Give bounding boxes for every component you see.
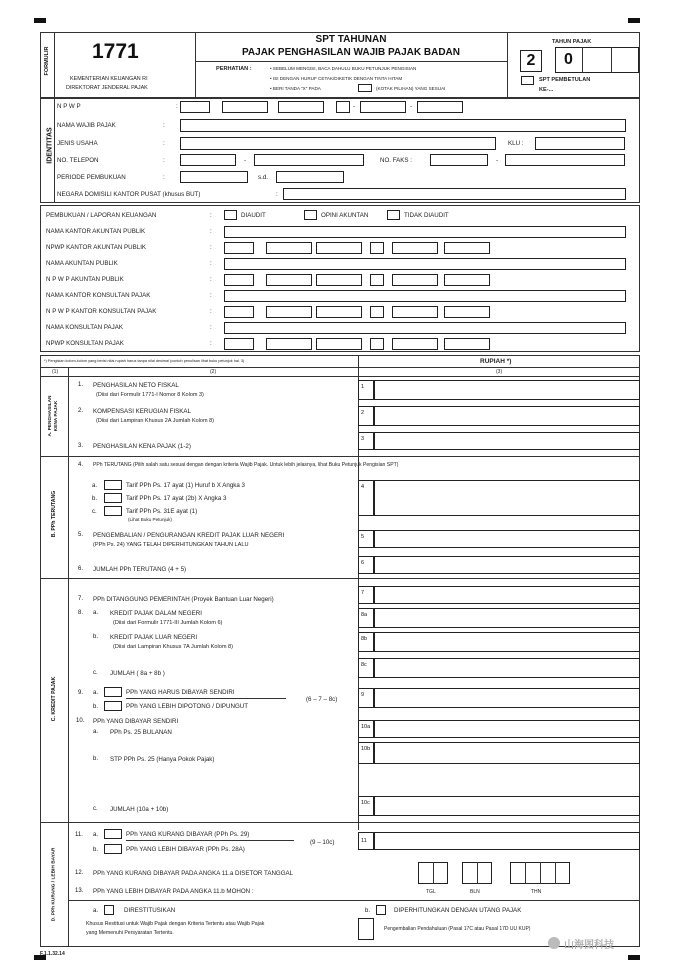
faks-area-field[interactable] [430, 154, 488, 166]
amount-field[interactable] [374, 406, 640, 426]
line-number-box: 8a [358, 608, 374, 628]
identitas-label: IDENTITAS [46, 127, 54, 164]
line-number-box: 7 [358, 586, 374, 604]
item-number: 9. [78, 690, 84, 696]
amount-field[interactable] [374, 586, 640, 604]
colon: : [163, 157, 165, 164]
faks-label: NO. FAKS : [380, 157, 412, 164]
item-9-formula: (6 – 7 – 8c) [306, 696, 338, 703]
periode-start-field[interactable] [180, 171, 248, 183]
akuntan-npwp-field[interactable] [370, 242, 384, 254]
colon: : [210, 228, 212, 235]
line-number-box: 10b [358, 742, 374, 764]
item-11-formula: (9 – 10c) [310, 839, 335, 846]
item-letter: c. [93, 670, 98, 676]
option-11a-checkbox[interactable] [104, 829, 122, 839]
akuntan-row-label: NPWP KANTOR AKUNTAN PUBLIK [46, 244, 147, 251]
npwp-field-1[interactable] [180, 101, 210, 113]
line-number-box: 3 [358, 432, 374, 450]
akuntan-npwp-field[interactable] [224, 306, 254, 318]
option-4b-checkbox[interactable] [104, 493, 122, 503]
registration-mark [628, 955, 640, 960]
form-footer-code: F.1.1.32.14 [40, 951, 65, 957]
colon: : [210, 308, 212, 315]
item-8b-sub: (Diisi dari Lampiran Khusus 7A Jumlah Kolom 8) [113, 644, 234, 650]
thn-label: THN [531, 889, 542, 895]
tgl-label: TGL [426, 889, 436, 895]
option-9a-checkbox[interactable] [104, 687, 122, 697]
item-number: 11. [75, 832, 83, 838]
periode-end-field[interactable] [276, 171, 344, 183]
section-c-label: C. KREDIT PAJAK [51, 676, 57, 722]
tidak-diaudit-checkbox[interactable] [387, 210, 400, 220]
akuntan-npwp-field[interactable] [444, 306, 490, 318]
line-number-box: 8c [358, 658, 374, 678]
akuntan-row-label: NAMA AKUNTAN PUBLIK [46, 260, 118, 267]
col-3-header: (3) [496, 369, 503, 375]
akuntan-row-label: NAMA KANTOR KONSULTAN PAJAK [46, 292, 151, 299]
akuntan-npwp-field[interactable] [316, 306, 362, 318]
akuntan-npwp-field[interactable] [392, 338, 438, 350]
pembetulan-ke: KE-... [539, 87, 554, 93]
item-letter: b. [365, 908, 371, 914]
akuntan-npwp-field[interactable] [266, 242, 312, 254]
item-letter: b. [93, 634, 99, 640]
item-13-label: PPh YANG LEBIH DIBAYAR PADA ANGKA 11.b MOHON : [93, 888, 254, 895]
form-code: 1771 [92, 40, 139, 63]
option-4c-sub: (Lihat Buku Petunjuk) [128, 517, 172, 522]
item-letter: b. [93, 756, 99, 762]
akuntan-npwp-field[interactable] [316, 338, 362, 350]
amount-field[interactable] [374, 556, 640, 574]
item-letter: a. [92, 483, 98, 489]
nama-label: NAMA WAJIB PAJAK [57, 122, 116, 129]
telepon-area-field[interactable] [180, 154, 236, 166]
npwp-field-5[interactable] [360, 101, 406, 113]
colon: : [276, 191, 278, 198]
colon: : [210, 212, 212, 219]
amount-field[interactable] [374, 632, 640, 652]
watermark-icon [548, 937, 560, 949]
item-letter: a. [93, 690, 99, 696]
colon: : [210, 340, 212, 347]
option-4b-label: Tarif PPh Ps. 17 ayat (2b) X Angka 3 [126, 495, 227, 502]
amount-field[interactable] [374, 720, 640, 738]
akuntan-npwp-field[interactable] [266, 274, 312, 286]
item-number: 1. [78, 382, 84, 388]
akuntan-npwp-field[interactable] [316, 274, 362, 286]
item-number: 12. [75, 870, 84, 876]
section-b-label: B. PPh TERUTANG [51, 490, 57, 538]
amount-field[interactable] [374, 480, 640, 516]
line-number-box: 5 [358, 530, 374, 548]
negara-field[interactable] [283, 188, 626, 200]
example-checkbox [358, 84, 372, 92]
rupiah-header: RUPIAH *) [480, 358, 512, 365]
klu-label: KLU : [508, 140, 524, 147]
akuntan-npwp-field[interactable] [444, 338, 490, 350]
line-number-box: 4 [358, 480, 374, 516]
npwp-field-2[interactable] [222, 101, 268, 113]
akuntan-row-label: NPWP KONSULTAN PAJAK [46, 340, 124, 347]
col-2-header: (2) [210, 369, 217, 375]
section-a-label: A. PENGHASILAN KENA PAJAK [48, 395, 59, 437]
item-letter: a. [93, 729, 99, 735]
line-number-box: 8b [358, 632, 374, 652]
colon: : [210, 292, 212, 299]
item-number: 10. [76, 718, 85, 724]
note-1: • SEBELUM MENGISI, BACA DAHULU BUKU PETUNJUK PENGISIAN [270, 66, 417, 71]
section-d-label: D. PPh KURANG / LEBIH BAYAR [51, 847, 57, 922]
amount-field[interactable] [374, 658, 640, 678]
akuntan-row-label: NAMA KONSULTAN PAJAK [46, 324, 124, 331]
registration-mark [628, 18, 640, 23]
watermark-text: 山海图科技 [564, 940, 614, 951]
item-5-sub: (PPh Ps. 24) YANG TELAH DIPERHITUNGKAN TAHUN LALU [93, 542, 249, 548]
amount-field[interactable] [374, 608, 640, 628]
option-4c-checkbox[interactable] [104, 506, 122, 516]
sd-label: s.d. [258, 174, 268, 181]
klu-field[interactable] [535, 137, 625, 150]
registration-mark [34, 18, 46, 23]
note-3: • BERI TANDA "X" PADA [270, 86, 321, 91]
ministry: KEMENTERIAN KEUANGAN RI [70, 76, 148, 82]
akuntan-npwp-field[interactable] [392, 274, 438, 286]
item-3-label: PENGHASILAN KENA PAJAK (1-2) [93, 443, 191, 450]
periode-label: PERIODE PEMBUKUAN [57, 174, 126, 181]
item-4-label: PPh TERUTANG (Pilih salah satu sesuai dengan dengan kriteria Wajib Pajak. Untuk lebih jelasnya, lihat Buku Petunjuk Pengisian SPT) [93, 462, 399, 468]
item-number: 2. [78, 408, 84, 414]
line-number-box: 2 [358, 406, 374, 426]
item-letter: a. [93, 610, 99, 616]
tahun-pajak-label: TAHUN PAJAK [552, 39, 592, 45]
amount-field[interactable] [374, 742, 640, 764]
item-8b-label: KREDIT PAJAK LUAR NEGERI [110, 634, 198, 641]
item-number: 13. [75, 888, 84, 894]
option-11b-checkbox[interactable] [104, 844, 122, 854]
akuntan-npwp-field[interactable] [224, 274, 254, 286]
akuntan-npwp-field[interactable] [392, 242, 438, 254]
dash: - [496, 157, 499, 164]
item-number: 3. [78, 443, 84, 449]
directorate: DIREKTORAT JENDERAL PAJAK [66, 85, 148, 91]
pembukuan-label: PEMBUKUAN / LAPORAN KEUANGAN [46, 212, 157, 219]
title-line-1: SPT TAHUNAN [315, 34, 387, 45]
item-number: 7. [78, 596, 84, 602]
year-digit-1: 2 [520, 50, 542, 72]
dash: - [353, 103, 356, 110]
tidak-diaudit-label: TIDAK DIAUDIT [404, 212, 449, 219]
akuntan-npwp-field[interactable] [266, 338, 312, 350]
item-2-sub: (Diisi dari Lampiran Khusus 2A Jumlah Kolom 8) [96, 418, 214, 424]
akuntan-name-field[interactable] [224, 290, 626, 302]
akuntan-name-field[interactable] [224, 322, 626, 334]
pembetulan-label: SPT PEMBETULAN [539, 77, 591, 83]
negara-label: NEGARA DOMISILI KANTOR PUSAT (khusus BUT) [57, 191, 201, 198]
colon: : [210, 276, 212, 283]
colon: : [210, 260, 212, 267]
line-number-box: 6 [358, 556, 374, 574]
item-letter: c. [92, 509, 97, 515]
dash: - [410, 103, 413, 110]
jenis-label: JENIS USAHA [57, 140, 98, 147]
khusus-line-1: Khusus Restitusi untuk Wajib Pajak dengan Kriteria Tertentu atau Wajib Pajak [86, 921, 265, 927]
item-7-label: PPh DITANGGUNG PEMERINTAH (Proyek Bantuan Luar Negeri) [93, 596, 274, 603]
akuntan-npwp-field[interactable] [370, 274, 384, 286]
year-digit-2: 0 [564, 51, 573, 68]
colon: : [163, 174, 165, 181]
opini-checkbox[interactable] [304, 210, 317, 220]
khusus-line-2: yang Memenuhi Persyaratan Tertentu. [86, 930, 174, 936]
pengembalian-checkbox[interactable] [358, 918, 374, 940]
amount-field[interactable] [374, 796, 640, 816]
akuntan-row-label: NAMA KANTOR AKUNTAN PUBLIK [46, 228, 146, 235]
item-1-label: PENGHASILAN NETO FISKAL [93, 382, 179, 389]
akuntan-npwp-field[interactable] [224, 242, 254, 254]
npwp-label: N P W P [57, 103, 81, 110]
note-3b: (KOTAK PILIHAN) YANG SESUAI [376, 86, 446, 91]
pengembalian-label: Pengembalian Pendahuluan (Pasal 17C atau Pasal 17D UU KUP) [384, 926, 531, 932]
col-1-header: (1) [52, 369, 59, 375]
diaudit-label: DIAUDIT [241, 212, 266, 219]
item-10-label: PPh YANG DIBAYAR SENDIRI [93, 718, 179, 725]
item-11b-label: PPh YANG LEBIH DIBAYAR (PPh Ps. 28A) [126, 846, 245, 853]
nama-wp-field[interactable] [180, 119, 626, 132]
title-line-2: PAJAK PENGHASILAN WAJIB PAJAK BADAN [242, 47, 460, 58]
option-4c-label: Tarif PPh Ps. 31E ayat (1) [126, 508, 198, 515]
faks-number-field[interactable] [505, 154, 625, 166]
npwp-field-3[interactable] [278, 101, 324, 113]
item-10a-label: PPh Ps. 25 BULANAN [110, 729, 172, 736]
npwp-field-6[interactable] [417, 101, 463, 113]
direstitusikan-label: DIRESTITUSIKAN [124, 907, 176, 914]
telepon-label: NO. TELEPON [57, 157, 99, 164]
diperhitungkan-checkbox[interactable] [376, 905, 386, 915]
dash: - [244, 157, 247, 164]
colon: : [163, 122, 165, 129]
amount-field[interactable] [374, 432, 640, 450]
item-letter: b. [93, 847, 99, 853]
item-letter: a. [93, 832, 99, 838]
item-10b-label: STP PPh Ps. 25 (Hanya Pokok Pajak) [110, 756, 215, 763]
option-4a-checkbox[interactable] [104, 480, 122, 490]
line-number-box: 10a [358, 720, 374, 738]
opini-label: OPINI AKUNTAN [321, 212, 369, 219]
akuntan-npwp-field[interactable] [370, 338, 384, 350]
item-letter: b. [92, 496, 98, 502]
amount-field[interactable] [374, 688, 640, 708]
perhatian-label: PERHATIAN : [216, 66, 252, 72]
diperhitungkan-label: DIPERHITUNGKAN DENGAN UTANG PAJAK [394, 907, 522, 914]
akuntan-npwp-field[interactable] [392, 306, 438, 318]
colon: : [210, 244, 212, 251]
akuntan-npwp-field[interactable] [444, 242, 490, 254]
akuntan-npwp-field[interactable] [370, 306, 384, 318]
colon: : [163, 140, 165, 147]
bln-label: BLN [470, 889, 480, 895]
item-number: 4. [78, 462, 84, 468]
colon: : [176, 103, 178, 110]
pembetulan-checkbox[interactable] [521, 76, 534, 85]
item-6-label: JUMLAH PPh TERUTANG (4 + 5) [93, 566, 187, 573]
item-10c-label: JUMLAH (10a + 10b) [110, 806, 169, 813]
item-1-sub: (Diisi dari Formulir 1771-I Nomor 8 Kolom 3) [96, 392, 204, 398]
item-number: 6. [78, 566, 84, 572]
akuntan-npwp-field[interactable] [444, 274, 490, 286]
item-12-label: PPh YANG KURANG DIBAYAR PADA ANGKA 11.a DISETOR TANGGAL [93, 870, 294, 877]
option-4a-label: Tarif PPh Ps. 17 ayat (1) Huruf b X Angka 3 [126, 482, 245, 489]
formulir-label: FORMULIR [44, 46, 50, 76]
item-letter: c. [93, 806, 98, 812]
rupiah-note: *) Pengisian kolom-kolom yang berisi nilai rupiah harus tanpa nilai desimal (contoh penulisan lihat buku petunjuk hal. 3) [44, 359, 245, 363]
diaudit-checkbox[interactable] [224, 210, 237, 220]
item-8c-label: JUMLAH ( 8a + 8b ) [110, 670, 165, 677]
colon: : [210, 324, 212, 331]
amount-field-11[interactable] [374, 832, 640, 850]
item-2-label: KOMPENSASI KERUGIAN FISKAL [93, 408, 191, 415]
npwp-field-4[interactable] [336, 101, 350, 113]
note-2: • ISI DENGAN HURUF CETAK/DIKETIK DENGAN TINTA HITAM [270, 76, 403, 81]
item-8a-label: KREDIT PAJAK DALAM NEGERI [110, 610, 202, 617]
item-11a-label: PPh YANG KURANG DIBAYAR (PPh Ps. 29) [126, 831, 250, 838]
line-number-box: 10c [358, 796, 374, 816]
amount-field[interactable] [374, 380, 640, 400]
item-letter: b. [93, 704, 99, 710]
item-letter: a. [93, 908, 99, 914]
item-9a-label: PPh YANG HARUS DIBAYAR SENDIRI [126, 689, 235, 696]
akuntan-name-field[interactable] [224, 258, 626, 270]
item-number: 5. [78, 532, 84, 538]
telepon-number-field[interactable] [254, 154, 364, 166]
item-8a-sub: (Diisi dari Formulir 1771-III Jumlah Kolom 6) [113, 620, 223, 626]
jenis-usaha-field[interactable] [180, 137, 496, 150]
akuntan-row-label: N P W P KANTOR KONSULTAN PAJAK [46, 308, 157, 315]
option-9b-checkbox[interactable] [104, 701, 122, 711]
line-number-box: 1 [358, 380, 374, 400]
item-9b-label: PPh YANG LEBIH DIPOTONG / DIPUNGUT [126, 703, 249, 710]
direstitusikan-checkbox[interactable] [104, 905, 114, 915]
amount-field[interactable] [374, 530, 640, 548]
akuntan-npwp-field[interactable] [224, 338, 254, 350]
line-number-11: 11 [358, 832, 374, 850]
line-number-box: 9 [358, 688, 374, 708]
akuntan-name-field[interactable] [224, 226, 626, 238]
akuntan-row-label: N P W P AKUNTAN PUBLIK [46, 276, 124, 283]
item-number: 8. [78, 610, 84, 616]
akuntan-npwp-field[interactable] [316, 242, 362, 254]
akuntan-npwp-field[interactable] [266, 306, 312, 318]
item-5-label: PENGEMBALIAN / PENGURANGAN KREDIT PAJAK LUAR NEGERI [93, 532, 285, 539]
